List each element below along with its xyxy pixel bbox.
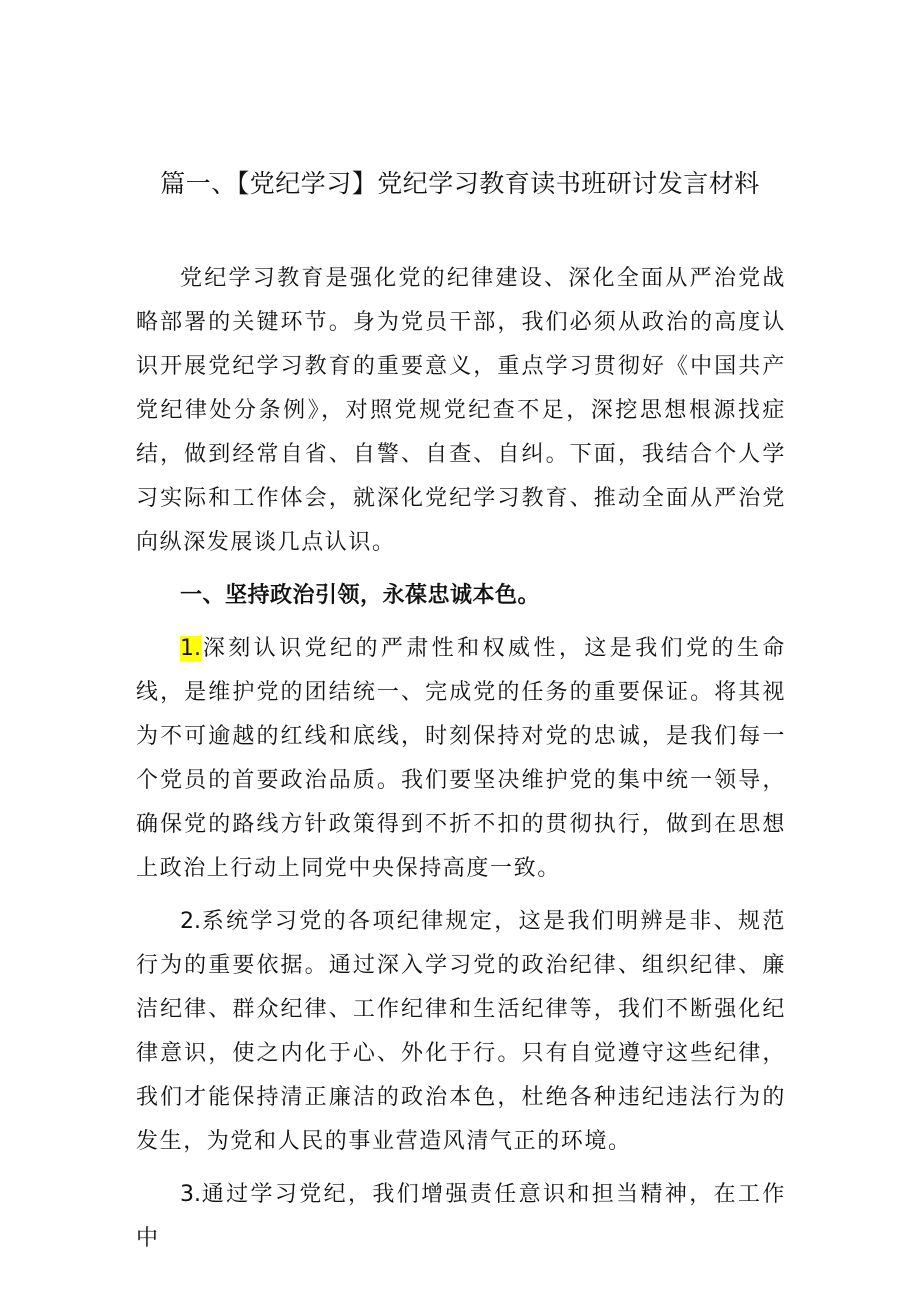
- item-number: 2.: [180, 909, 201, 934]
- list-item: [136, 1173, 786, 1261]
- item-number-highlighted: 1.: [180, 636, 201, 661]
- item-number: 3.: [180, 1182, 201, 1207]
- item-text: 系统学习党的各项纪律规定，这是我们明辨是非、规范行为的重要依据。通过深入学习党的政治纪律、组织纪律、廉洁纪律、群众纪律、工作纪律和生活纪律等，我们不断强化纪律意识，使之内化于心、外化于行。只有自觉遵守这些纪律，我们才能保持清正廉洁的政治本色，杜绝各种违纪违法行为的发生，为党和人民的事业营造风清气正的环境。: [136, 909, 786, 1154]
- item-text: 通过学习党纪，我们增强责任意识和担当精神，在工作中: [136, 1182, 786, 1251]
- list-item: [136, 627, 786, 891]
- section-heading: 一、坚持政治引领，永葆忠诚本色。: [180, 583, 541, 608]
- document-title: 篇一、【党纪学习】党纪学习教育读书班研讨发言材料: [160, 169, 760, 198]
- document-body: [136, 257, 786, 1261]
- item-text: 深刻认识党纪的严肃性和权威性，这是我们党的生命线，是维护党的团结统一、完成党的任务的重要保证。将其视为不可逾越的红线和底线，时刻保持对党的忠诚，是我们每一个党员的首要政治品质。我们要坚决维护党的集中统一领导，确保党的路线方针政策得到不折不扣的贯彻执行，做到在思想上政治上行动上同党中央保持高度一致。: [136, 636, 786, 881]
- list-item: [136, 900, 786, 1164]
- intro-paragraph: 党纪学习教育是强化党的纪律建设、深化全面从严治党战略部署的关键环节。身为党员干部，我们必须从政治的高度认识开展党纪学习教育的重要意义，重点学习贯彻好《中国共产党纪律处分条例》，对照党规党纪查不足，深挖思想根源找症结，做到经常自省、自警、自查、自纠。下面，我结合个人学习实际和工作体会，就深化党纪学习教育、推动全面从严治党向纵深发展谈几点认识。: [136, 266, 786, 555]
